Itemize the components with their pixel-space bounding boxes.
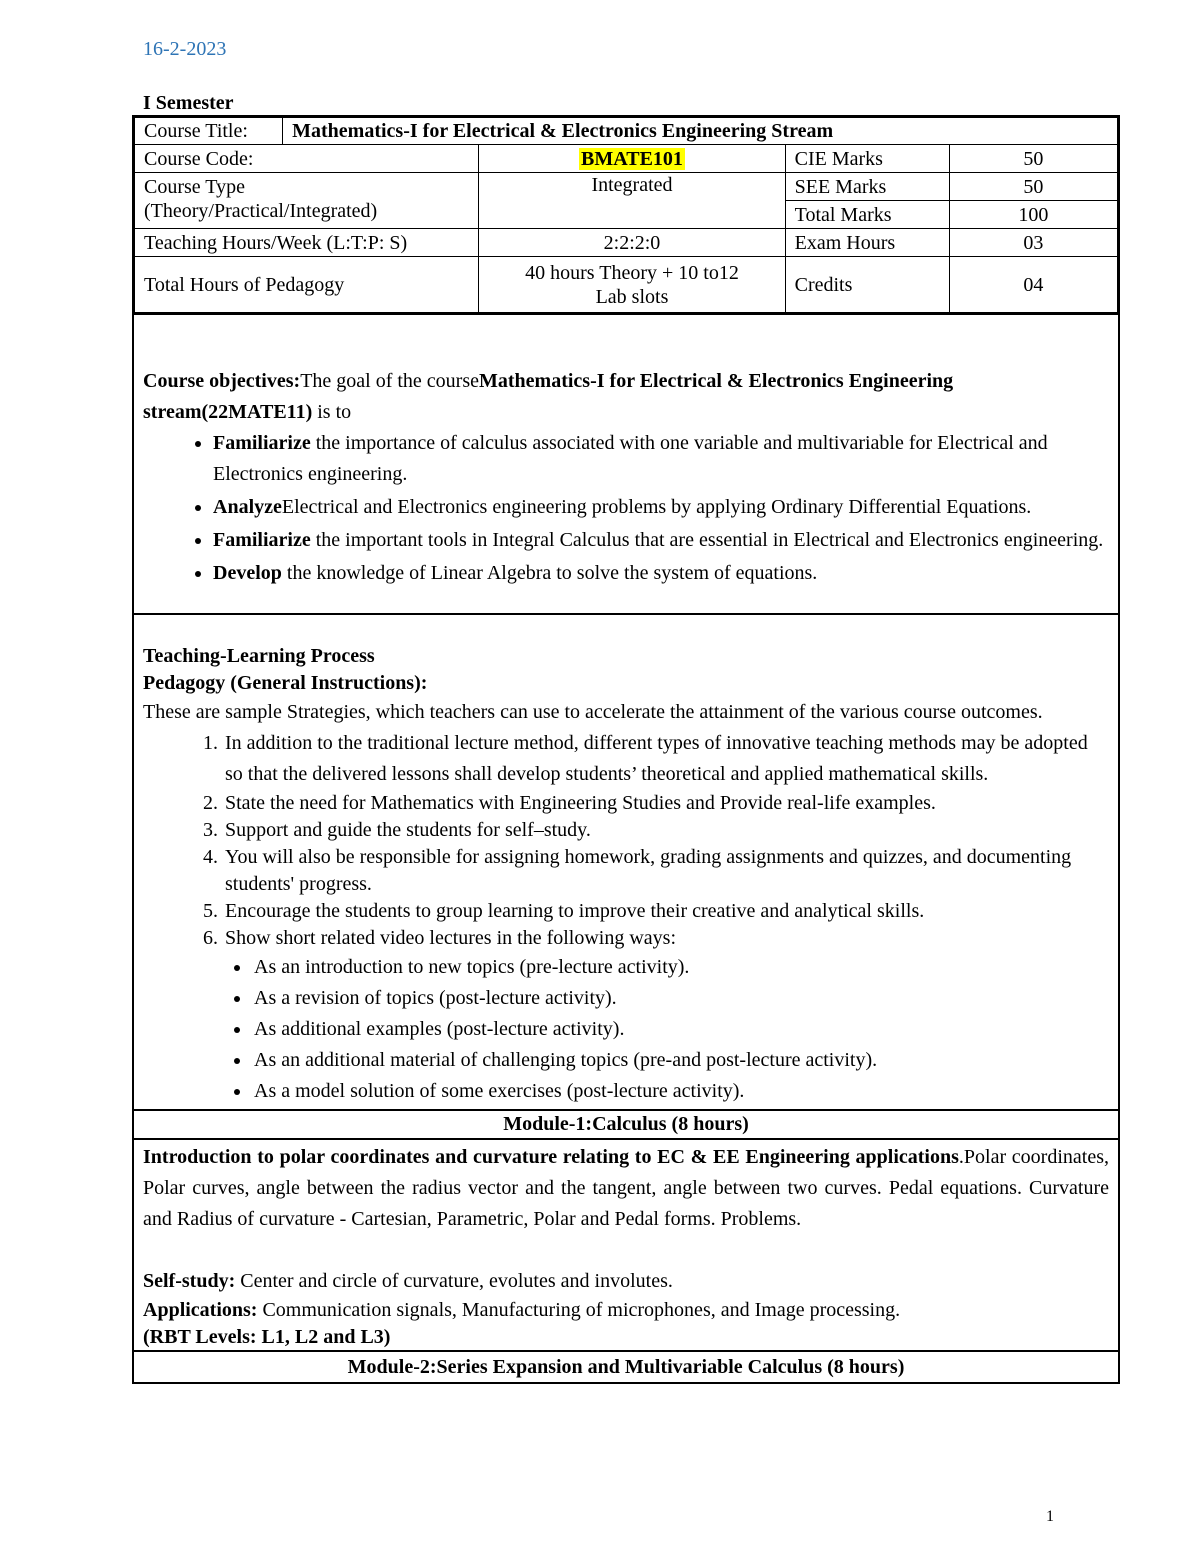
objectives-list <box>143 428 1109 589</box>
course-code-label: Course Code: <box>135 145 479 173</box>
course-title-value: Mathematics-I for Electrical & Electronics Engineering Stream <box>283 118 1118 145</box>
list-item: • AnalyzeElectrical and Electronics engineering problems by applying Ordinary Differential Equations. <box>213 492 1109 523</box>
course-type-label-line1: Course Type <box>144 176 245 198</box>
list-item: • As a model solution of some exercises (post-lecture activity). <box>252 1076 1109 1107</box>
module1-rbt: (RBT Levels: L1, L2 and L3) <box>143 1326 391 1348</box>
credits-label: Credits <box>785 257 949 313</box>
document-date: 16-2-2023 <box>143 38 227 60</box>
list-item: • As an additional material of challenging topics (pre-and post-lecture activity). <box>252 1045 1109 1076</box>
pedagogy-hours-line1: 40 hours Theory + 10 to12 <box>525 261 739 284</box>
course-objectives-section <box>133 314 1119 614</box>
objectives-label: Course objectives: <box>143 369 301 392</box>
see-marks-value: 50 <box>949 173 1117 201</box>
list-item: • As an introduction to new topics (pre-lecture activity). <box>252 952 1109 983</box>
course-code-cell <box>479 145 785 173</box>
list-item: • As additional examples (post-lecture activity). <box>252 1014 1109 1045</box>
list-item: • Familiarize the important tools in Integral Calculus that are essential in Electrical and Electronics engineering. <box>213 525 1109 556</box>
teaching-heading: Teaching-Learning Process <box>143 645 375 667</box>
list-item: 3. Support and guide the students for self–study. <box>223 817 1109 844</box>
pedagogy-hours-line2: Lab slots <box>595 285 669 308</box>
module1-applications: Applications: Communication signals, Manufacturing of microphones, and Image processing. <box>143 1299 901 1321</box>
list-item: 1. In addition to the traditional lecture method, different types of innovative teaching methods may be adopted so that the delivered lessons shall develop students’ theoretical and applied mathematical skills. <box>223 728 1109 790</box>
list-item: 5. Encourage the students to group learning to improve their creative and analytical skills. <box>223 898 1109 925</box>
module2-title: Module-2:Series Expansion and Multivariable Calculus (8 hours) <box>133 1351 1119 1383</box>
course-code-value: BMATE101 <box>581 147 683 170</box>
list-item: 6. Show short related video lectures in the following ways: • As an introduction to new topics (pre-lecture activity). • As a revision of topics (post-lecture activity). • As additional examples (post-lecture activity). • As an additional material of challenging topics (pre-and post-lecture activity). • As a model solution of some exercises (post-lecture activity). <box>223 925 1109 1107</box>
syllabus-table <box>132 115 1120 1384</box>
course-type-label <box>135 173 479 229</box>
semester-heading: I Semester <box>143 92 234 114</box>
pedagogy-hours-label: Total Hours of Pedagogy <box>135 257 479 313</box>
pedagogy-subheading: Pedagogy (General Instructions): <box>143 672 428 694</box>
list-item: • Develop the knowledge of Linear Algebra to solve the system of equations. <box>213 558 1109 589</box>
total-marks-label: Total Marks <box>785 201 949 229</box>
credits-value: 04 <box>949 257 1117 313</box>
cie-marks-value: 50 <box>949 145 1117 173</box>
module1-intro: Introduction to polar coordinates and curvature relating to EC & EE Engineering applications.Polar coordinates, Polar curves, angle between the radius vector and the tangent, angle between two curves. Pedal equations. Curvature and Radius of curvature - Cartesian, Parametric, Polar and Pedal forms. Problems. <box>143 1146 1109 1230</box>
module1-content <box>133 1139 1119 1351</box>
course-type-value: Integrated <box>479 173 785 229</box>
module1-selfstudy: Self-study: Center and circle of curvature, evolutes and involutes. <box>143 1270 673 1292</box>
list-item: • As a revision of topics (post-lecture activity). <box>252 983 1109 1014</box>
teaching-hours-value: 2:2:2:0 <box>479 229 785 257</box>
module1-title: Module-1:Calculus (8 hours) <box>133 1110 1119 1139</box>
see-marks-label: SEE Marks <box>785 173 949 201</box>
page-number: 1 <box>1046 1508 1054 1525</box>
video-lecture-list <box>225 952 1109 1107</box>
list-item: 2. State the need for Mathematics with Engineering Studies and Provide real-life examples. <box>223 790 1109 817</box>
cie-marks-label: CIE Marks <box>785 145 949 173</box>
list-item: • Familiarize the importance of calculus associated with one variable and multivariable for Electrical and Electronics engineering. <box>213 428 1109 490</box>
exam-hours-value: 03 <box>949 229 1117 257</box>
teaching-learning-section <box>133 614 1119 1110</box>
course-type-label-line2: (Theory/Practical/Integrated) <box>144 200 378 222</box>
list-item: 4. You will also be responsible for assigning homework, grading assignments and quizzes, and documenting students' progress. <box>223 844 1109 898</box>
teaching-list <box>143 728 1109 1107</box>
teaching-intro: These are sample Strategies, which teachers can use to accelerate the attainment of the various course outcomes. <box>143 701 1043 723</box>
course-title-label: Course Title: <box>135 118 283 145</box>
exam-hours-label: Exam Hours <box>785 229 949 257</box>
course-info-table <box>134 117 1118 313</box>
objectives-intro: Course objectives:The goal of the courseMathematics-I for Electrical & Electronics Engineering stream(22MATE11) is to <box>143 369 954 423</box>
total-marks-value: 100 <box>949 201 1117 229</box>
teaching-hours-label: Teaching Hours/Week (L:T:P: S) <box>135 229 479 257</box>
pedagogy-hours-value <box>479 257 785 313</box>
